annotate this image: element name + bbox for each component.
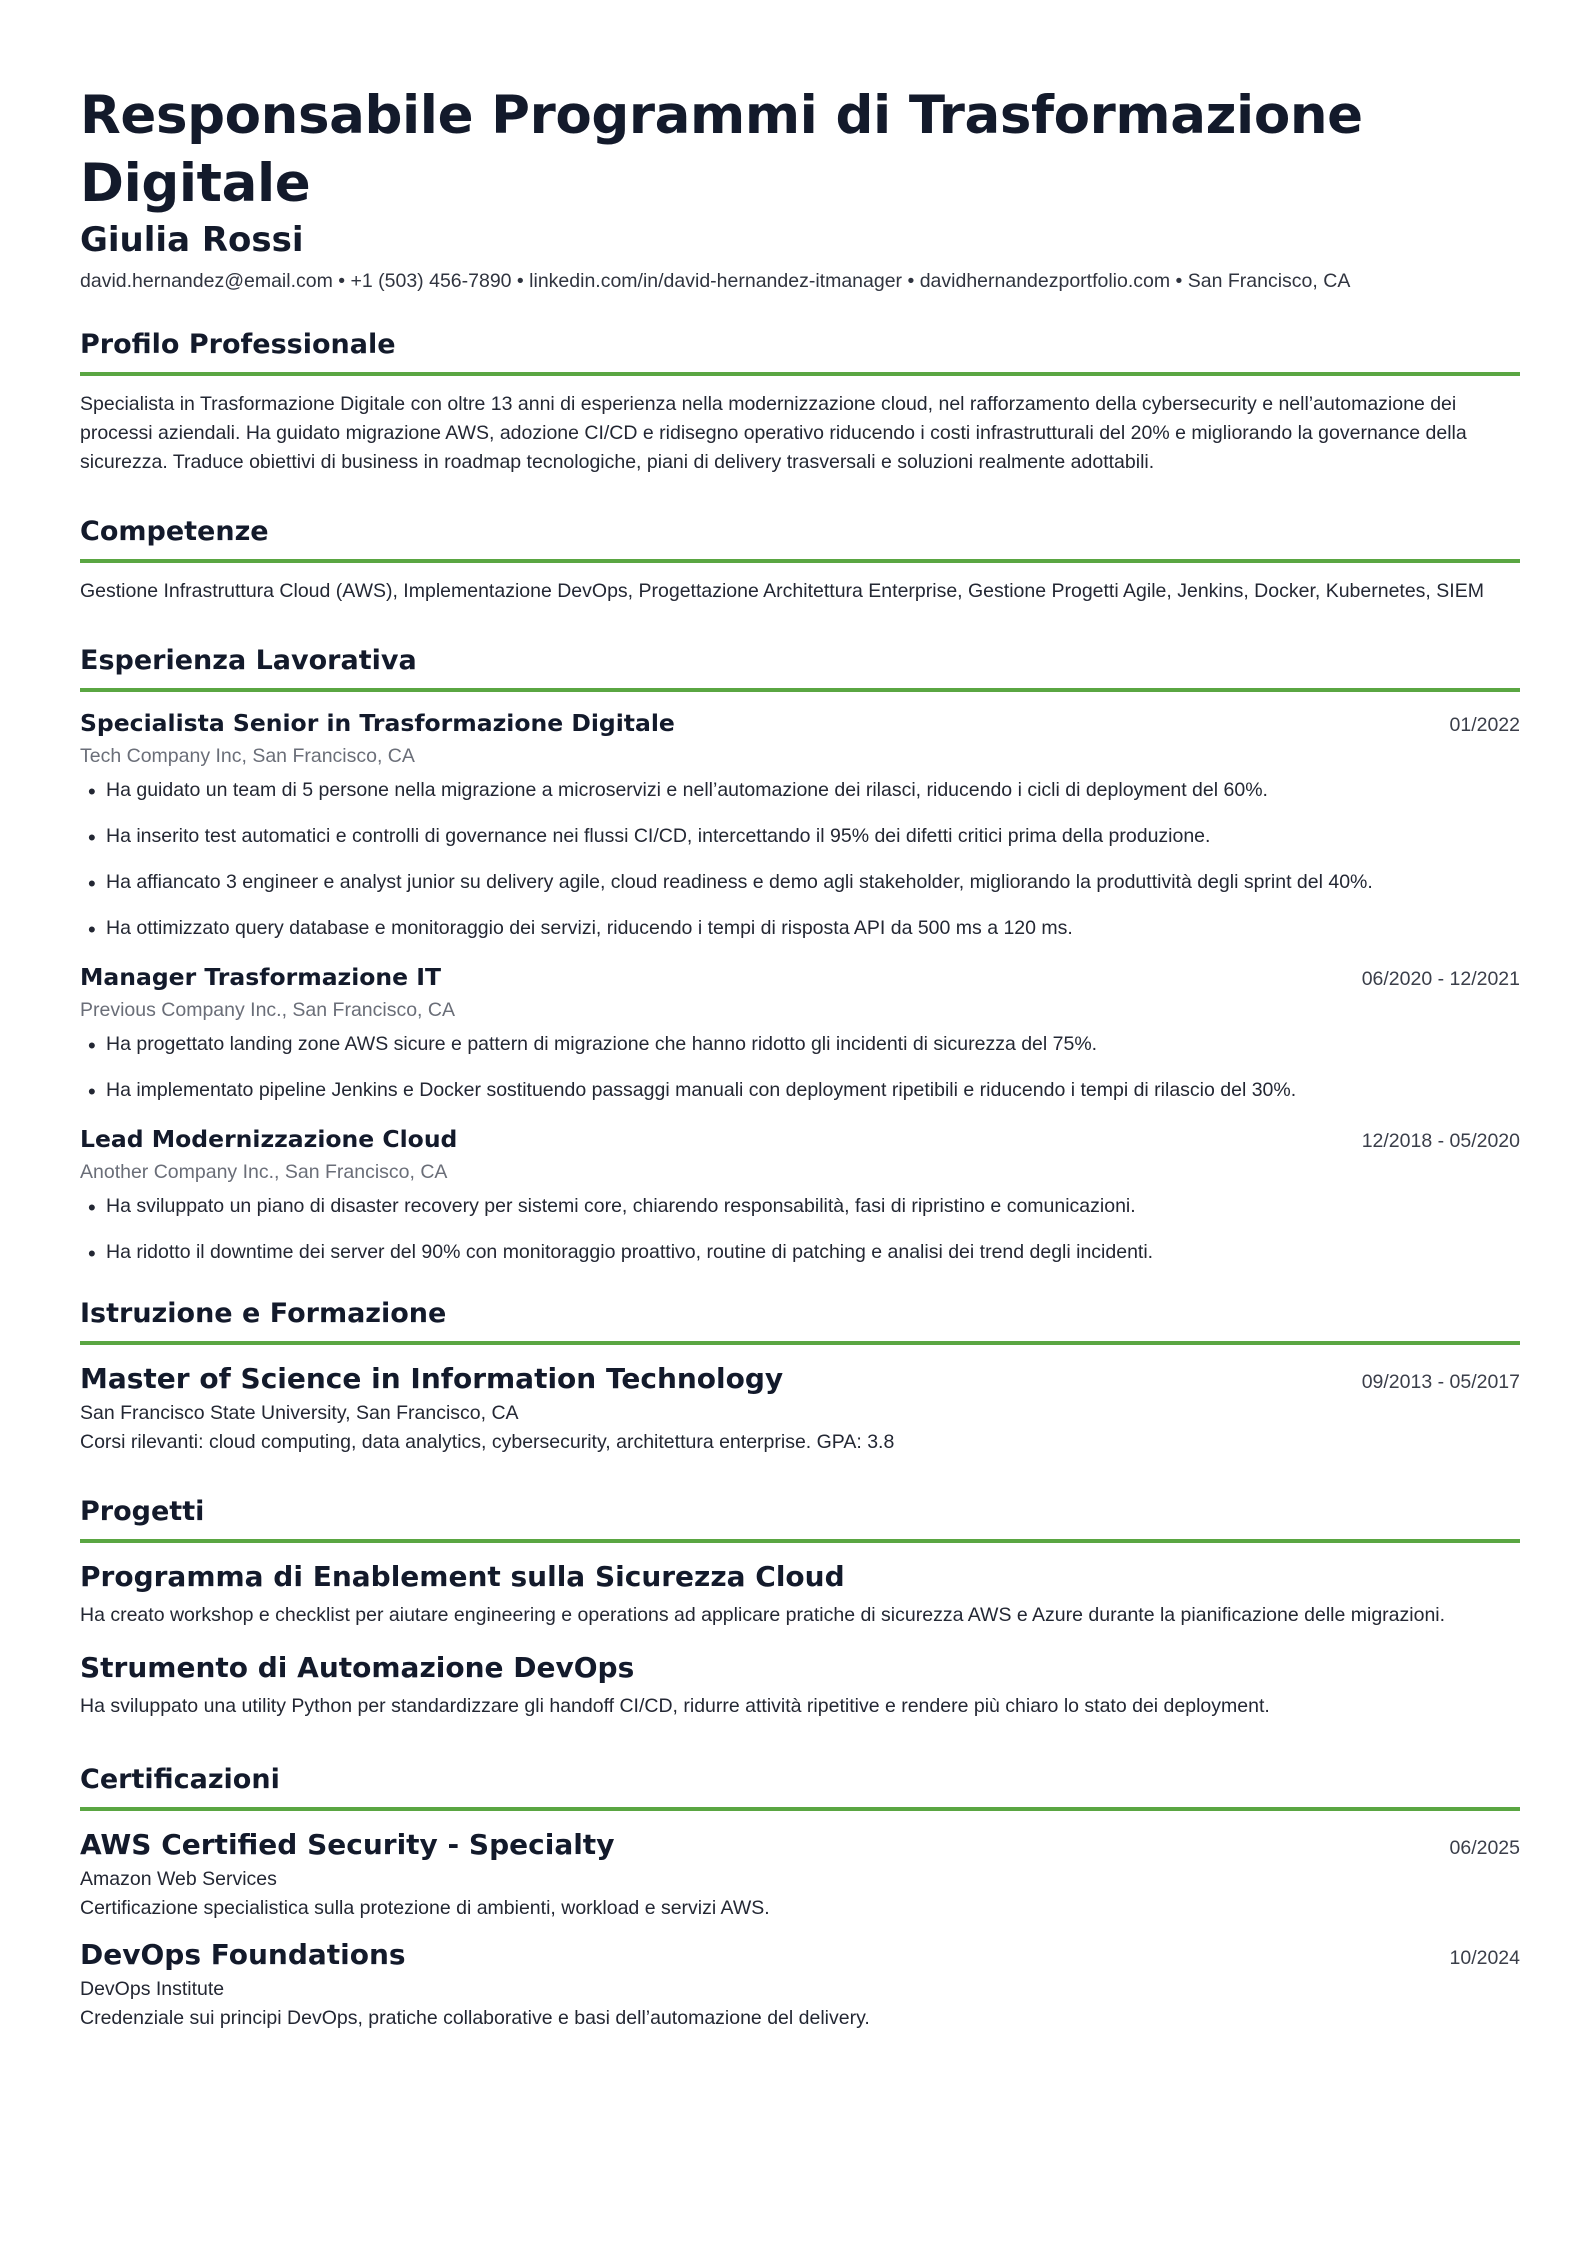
job-company: Tech Company Inc, San Francisco, CA [80, 745, 415, 767]
job-entry [80, 1122, 1520, 1267]
candidate-name: Giulia Rossi [80, 220, 304, 260]
certifications-heading: Certificazioni [80, 1764, 280, 1795]
job-title: Lead Modernizzazione Cloud [80, 1125, 458, 1153]
skills-text: Gestione Infrastruttura Cloud (AWS), Implementazione DevOps, Progettazione Architettura Enterprise, Gestione Progetti Agile, Jenkins, Docker, Kubernetes, SIEM [80, 580, 1484, 602]
bullet-item [80, 868, 1520, 897]
bullet-item [80, 1030, 1520, 1059]
school-name: San Francisco State University, San Francisco, CA [80, 1402, 519, 1424]
certifications-section [80, 1761, 1520, 2033]
bullet-text: Ha inserito test automatici e controlli di governance nei flussi CI/CD, intercettando il 95% dei difetti critici prima della produzione. [106, 825, 1211, 847]
experience-section [80, 642, 1520, 1267]
bullet-icon: • [88, 1195, 96, 1220]
skills-heading: Competenze [80, 516, 269, 547]
contact-line: david.hernandez@email.com • +1 (503) 456-7890 • linkedin.com/in/david-hernandez-itmanager • davidhernandezportfolio.com • San Francisco, CA [80, 270, 1351, 292]
certification-text: Credenziale sui principi DevOps, pratiche collaborative e basi dell’automazione del delivery. [80, 2007, 870, 2029]
bullet-text: Ha ottimizzato query database e monitoraggio dei servizi, riducendo i tempi di risposta API da 500 ms a 120 ms. [106, 917, 1073, 939]
education-entry [80, 1359, 1520, 1457]
section-divider [80, 1807, 1520, 1811]
resume-title: Responsabile Programmi di Trasformazione Digitale [80, 85, 1363, 214]
bullet-text: Ha progettato landing zone AWS sicure e pattern di migrazione che hanno ridotto gli incidenti di sicurezza del 75%. [106, 1033, 1098, 1055]
certification-text: Certificazione specialistica sulla protezione di ambienti, workload e servizi AWS. [80, 1897, 770, 1919]
bullet-icon: • [88, 917, 96, 942]
project-entry [80, 1557, 1520, 1630]
job-entry [80, 960, 1520, 1105]
section-divider [80, 372, 1520, 376]
education-details: Corsi rilevanti: cloud computing, data analytics, cybersecurity, architettura enterprise. GPA: 3.8 [80, 1431, 895, 1453]
certification-title: DevOps Foundations [80, 1938, 406, 1971]
bullet-text: Ha guidato un team di 5 persone nella migrazione a microservizi e nell’automazione dei rilasci, riducendo i cicli di deployment del 60%. [106, 779, 1268, 801]
education-heading: Istruzione e Formazione [80, 1298, 447, 1329]
job-title: Manager Trasformazione IT [80, 963, 442, 991]
job-company: Previous Company Inc., San Francisco, CA [80, 999, 455, 1021]
education-date: 09/2013 - 05/2017 [1361, 1371, 1520, 1393]
skills-section [80, 513, 1520, 606]
project-text: Ha creato workshop e checklist per aiutare engineering e operations ad applicare pratiche di sicurezza AWS e Azure durante la pianificazione delle migrazioni. [80, 1604, 1446, 1626]
job-date: 01/2022 [1449, 714, 1520, 736]
projects-section [80, 1493, 1520, 1721]
bullet-icon: • [88, 1241, 96, 1266]
experience-heading: Esperienza Lavorativa [80, 645, 417, 676]
bullet-item [80, 1238, 1520, 1267]
certification-entry [80, 1825, 1520, 1923]
certification-entry [80, 1935, 1520, 2033]
section-divider [80, 688, 1520, 692]
bullet-text: Ha sviluppato un piano di disaster recovery per sistemi core, chiarendo responsabilità, fasi di ripristino e comunicazioni. [106, 1195, 1136, 1217]
bullet-item [80, 776, 1520, 805]
bullet-item [80, 1076, 1520, 1105]
profile-section [80, 326, 1520, 477]
job-title: Specialista Senior in Trasformazione Digitale [80, 709, 675, 737]
job-bullets [80, 1192, 1520, 1267]
bullet-text: Ha implementato pipeline Jenkins e Docker sostituendo passaggi manuali con deployment ripetibili e riducendo i tempi di rilascio del 30%. [106, 1079, 1297, 1101]
bullet-icon: • [88, 871, 96, 896]
degree-title: Master of Science in Information Technology [80, 1362, 784, 1395]
bullet-icon: • [88, 1079, 96, 1104]
bullet-icon: • [88, 825, 96, 850]
job-entry [80, 706, 1520, 943]
project-title: Strumento di Automazione DevOps [80, 1651, 635, 1684]
job-bullets [80, 776, 1520, 943]
bullet-icon: • [88, 779, 96, 804]
bullet-item [80, 914, 1520, 943]
certification-date: 06/2025 [1449, 1837, 1520, 1859]
projects-heading: Progetti [80, 1496, 205, 1527]
bullet-text: Ha ridotto il downtime dei server del 90% con monitoraggio proattivo, routine di patching e analisi dei trend degli incidenti. [106, 1241, 1154, 1263]
profile-text: Specialista in Trasformazione Digitale con oltre 13 anni di esperienza nella modernizzazione cloud, nel rafforzamento della cybersecurity e nell’automazione dei processi aziendali. Ha guidato migrazione AWS, adozione CI/CD e ridisegno operativo riducendo i costi infrastrutturali del 20% e migliorando la governance della sicurezza. Traduce obiettivi di business in roadmap tecnologiche, piani di delivery trasversali e soluzioni realmente adottabili. [80, 393, 1467, 473]
certification-issuer: Amazon Web Services [80, 1868, 277, 1890]
bullet-item [80, 1192, 1520, 1221]
project-text: Ha sviluppato una utility Python per standardizzare gli handoff CI/CD, ridurre attività ripetitive e rendere più chiaro lo stato dei deployment. [80, 1695, 1270, 1717]
education-section [80, 1295, 1520, 1457]
project-entry [80, 1648, 1520, 1721]
job-date: 12/2018 - 05/2020 [1361, 1130, 1520, 1152]
bullet-text: Ha affiancato 3 engineer e analyst junior su delivery agile, cloud readiness e demo agli stakeholder, migliorando la produttività degli sprint del 40%. [106, 871, 1373, 893]
bullet-item [80, 822, 1520, 851]
certification-issuer: DevOps Institute [80, 1978, 225, 2000]
profile-heading: Profilo Professionale [80, 329, 396, 360]
job-company: Another Company Inc., San Francisco, CA [80, 1161, 448, 1183]
section-divider [80, 1341, 1520, 1345]
job-date: 06/2020 - 12/2021 [1361, 968, 1520, 990]
section-divider [80, 559, 1520, 563]
project-title: Programma di Enablement sulla Sicurezza Cloud [80, 1560, 845, 1593]
bullet-icon: • [88, 1033, 96, 1058]
section-divider [80, 1539, 1520, 1543]
certification-date: 10/2024 [1449, 1947, 1520, 1969]
certification-title: AWS Certified Security - Specialty [80, 1828, 615, 1861]
job-bullets [80, 1030, 1520, 1105]
